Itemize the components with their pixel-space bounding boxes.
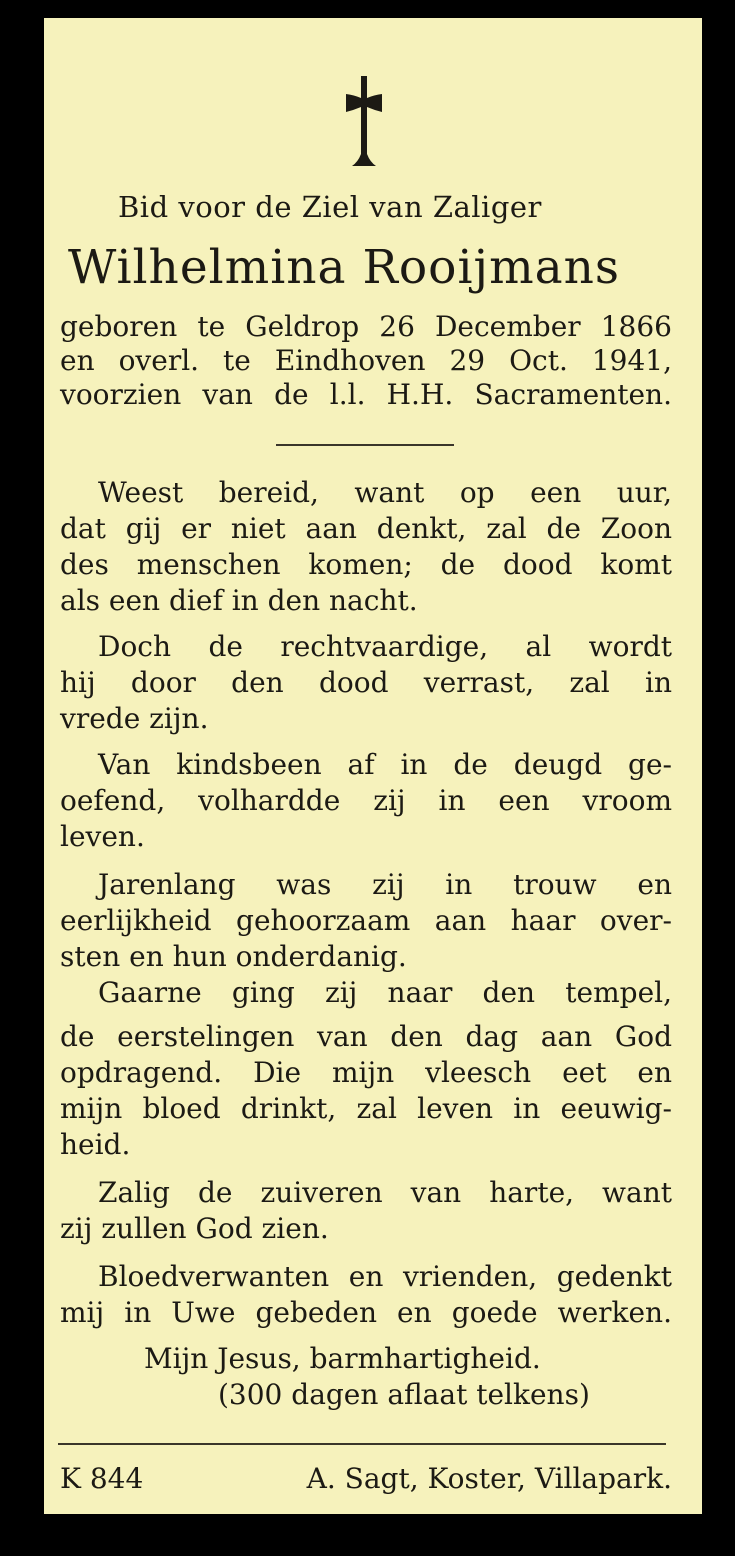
text-line: Doch de rechtvaardige, al wordt bbox=[98, 630, 672, 663]
text-line: (300 dagen aflaat telkens) bbox=[218, 1378, 590, 1411]
printer-footer bbox=[60, 1462, 672, 1495]
text-line: oefend, volhardde zij in een vroom bbox=[60, 784, 672, 817]
text-line: Bloedverwanten en vrienden, gedenkt bbox=[98, 1260, 672, 1293]
text-line: dat gij er niet aan denkt, zal de Zoon bbox=[60, 512, 672, 545]
text-line: Gaarne ging zij naar den tempel, bbox=[98, 976, 672, 1009]
footer-divider bbox=[58, 1443, 666, 1445]
text-line: Jarenlang was zij in trouw en bbox=[98, 868, 672, 901]
text-line: als een dief in den nacht. bbox=[60, 584, 418, 617]
birth-line: geboren te Geldrop 26 December 1866 bbox=[60, 310, 672, 343]
death-line: en overl. te Eindhoven 29 Oct. 1941, bbox=[60, 344, 672, 377]
text-line: des menschen komen; de dood komt bbox=[60, 548, 672, 581]
text-line: mijn bloed drinkt, zal leven in eeuwig- bbox=[60, 1092, 672, 1125]
prayer-header: Bid voor de Ziel van Zaliger bbox=[118, 190, 542, 224]
text-line: de eerstelingen van den dag aan God bbox=[60, 1020, 672, 1053]
text-line: opdragend. Die mijn vleesch eet en bbox=[60, 1056, 672, 1089]
latin-cross-icon bbox=[334, 74, 394, 170]
printer-name: A. Sagt, Koster, Villapark. bbox=[306, 1462, 672, 1495]
text-line: Mijn Jesus, barmhartigheid. bbox=[144, 1342, 541, 1375]
short-divider bbox=[276, 444, 454, 446]
text-line: mij in Uwe gebeden en goede werken. bbox=[60, 1296, 672, 1329]
card-code: K 844 bbox=[60, 1462, 144, 1495]
sacraments-line: voorzien van de l.l. H.H. Sacramenten. bbox=[60, 378, 672, 411]
text-line: sten en hun onderdanig. bbox=[60, 940, 407, 973]
text-line: eerlijkheid gehoorzaam aan haar over- bbox=[60, 904, 672, 937]
text-line: zij zullen God zien. bbox=[60, 1212, 329, 1245]
text-line: heid. bbox=[60, 1128, 131, 1161]
memorial-card bbox=[44, 18, 702, 1514]
text-line: leven. bbox=[60, 820, 145, 853]
text-line: vrede zijn. bbox=[60, 702, 209, 735]
text-line: Zalig de zuiveren van harte, want bbox=[98, 1176, 672, 1209]
text-line: hij door den dood verrast, zal in bbox=[60, 666, 672, 699]
text-line: Weest bereid, want op een uur, bbox=[98, 476, 672, 509]
deceased-name: Wilhelmina Rooijmans bbox=[68, 240, 621, 295]
text-line: Van kindsbeen af in de deugd ge- bbox=[98, 748, 672, 781]
